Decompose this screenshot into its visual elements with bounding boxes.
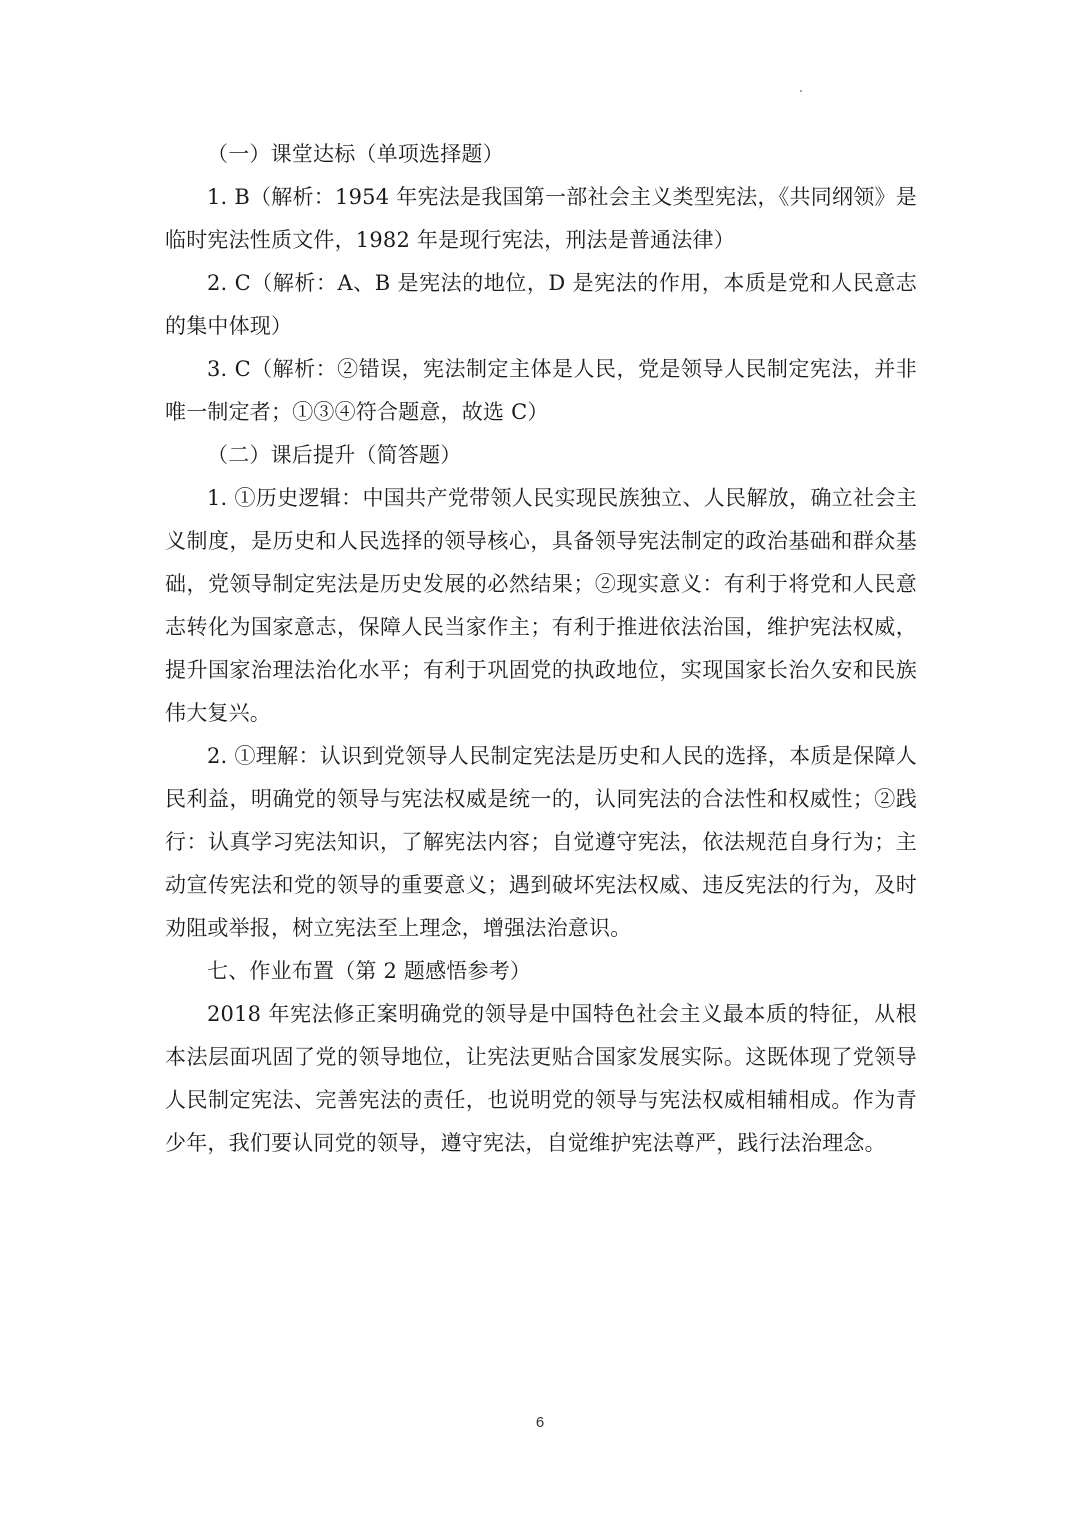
- answer-choice-2: 2. C（解析：A、B 是宪法的地位，D 是宪法的作用，本质是党和人民意志的集中体现）: [165, 271, 917, 338]
- answer-choice-3: 3. C（解析：②错误，宪法制定主体是人民，党是领导人民制定宪法，并非唯一制定者；①③④符合题意，故选 C）: [165, 357, 917, 424]
- answer-choice-1: 1. B（解析：1954 年宪法是我国第一部社会主义类型宪法，《共同纲领》是临时宪法性质文件，1982 年是现行宪法，刑法是普通法律）: [165, 185, 917, 252]
- document-body: [165, 133, 917, 1165]
- answer-short-1: 1. ①历史逻辑：中国共产党带领人民实现民族独立、人民解放，确立社会主义制度，是历史和人民选择的领导核心，具备领导宪法制定的政治基础和群众基础，党领导制定宪法是历史发展的必然结果；②现实意义：有利于将党和人民意志转化为国家意志，保障人民当家作主；有利于推进依法治国，维护宪法权威，提升国家治理法治化水平；有利于巩固党的执政地位，实现国家长治久安和民族伟大复兴。: [165, 486, 917, 725]
- section-heading-homework: 七、作业布置（第 2 题感悟参考）: [207, 959, 532, 983]
- section-heading-classroom: （一）课堂达标（单项选择题）: [207, 142, 504, 166]
- section-heading-after-class: （二）课后提升（简答题）: [207, 443, 462, 467]
- scan-speck: [800, 90, 802, 92]
- homework-reference-paragraph: 2018 年宪法修正案明确党的领导是中国特色社会主义最本质的特征，从根本法层面巩固了党的领导地位，让宪法更贴合国家发展实际。这既体现了党领导人民制定宪法、完善宪法的责任，也说明党的领导与宪法权威相辅相成。作为青少年，我们要认同党的领导，遵守宪法，自觉维护宪法尊严，践行法治理念。: [165, 1002, 917, 1155]
- answer-short-2: 2. ①理解：认识到党领导人民制定宪法是历史和人民的选择，本质是保障人民利益，明确党的领导与宪法权威是统一的，认同宪法的合法性和权威性；②践行：认真学习宪法知识，了解宪法内容；自觉遵守宪法，依法规范自身行为；主动宣传宪法和党的领导的重要意义；遇到破坏宪法权威、违反宪法的行为，及时劝阻或举报，树立宪法至上理念，增强法治意识。: [165, 744, 917, 940]
- page-number: 6: [535, 1414, 545, 1431]
